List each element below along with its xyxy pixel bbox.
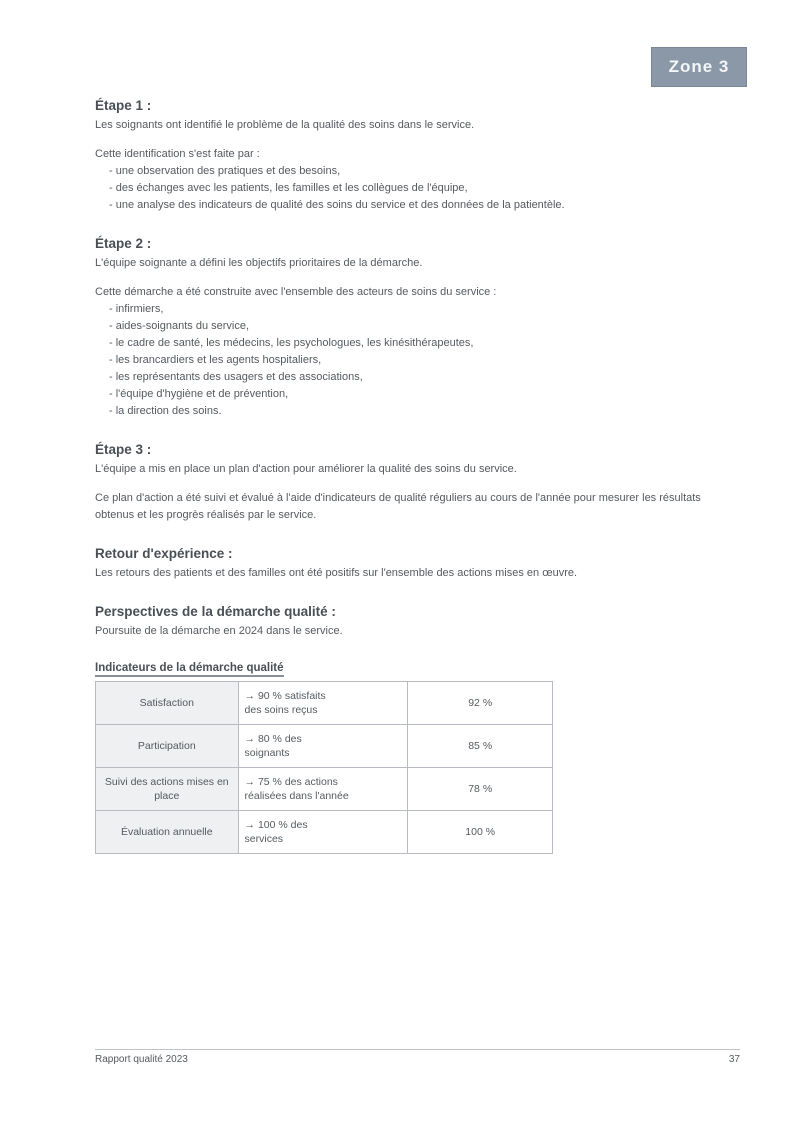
zone-badge: Zone 3 [651, 47, 747, 87]
list-item: - aides-soignants du service, [109, 318, 735, 335]
indicators-table [95, 681, 553, 854]
list-item: - les représentants des usagers et des associations, [109, 369, 735, 386]
row-label: Satisfaction [96, 682, 239, 725]
perspectives-title: Perspectives de la démarche qualité : [95, 604, 336, 619]
row-value: 78 % [408, 768, 553, 811]
table-title: Indicateurs de la démarche qualité [95, 662, 284, 677]
step-2-intro: L'équipe soignante a défini les objectifs prioritaires de la démarche. [95, 257, 423, 269]
step-2-list [95, 301, 735, 420]
table-row [96, 682, 553, 725]
list-item: - le cadre de santé, les médecins, les psychologues, les kinésithérapeutes, [109, 335, 735, 352]
list-item: - infirmiers, [109, 301, 735, 318]
list-item: - des échanges avec les patients, les familles et les collègues de l'équipe, [109, 180, 735, 197]
list-item: - l'équipe d'hygiène et de prévention, [109, 386, 735, 403]
row-detail: → 100 % des services [238, 811, 408, 854]
table-row [96, 768, 553, 811]
row-value: 85 % [408, 725, 553, 768]
step-1-title: Étape 1 : [95, 98, 152, 113]
row-value: 100 % [408, 811, 553, 854]
step-3-paragraph: Ce plan d'action a été suivi et évalué à l'aide d'indicateurs de qualité réguliers au cours de l'année pour mesurer les résultats obtenus et les progrès réalisés par le service. [95, 492, 701, 521]
feedback-title: Retour d'expérience : [95, 546, 233, 561]
table-row [96, 725, 553, 768]
row-detail: → 75 % des actions réalisées dans l'année [238, 768, 408, 811]
step-2-title: Étape 2 : [95, 236, 152, 251]
step-3-title: Étape 3 : [95, 442, 152, 457]
row-label: Évaluation annuelle [96, 811, 239, 854]
list-item: - la direction des soins. [109, 403, 735, 420]
feedback-text: Les retours des patients et des familles ont été positifs sur l'ensemble des actions mises en œuvre. [95, 567, 578, 579]
table-row [96, 811, 553, 854]
page-footer [95, 1049, 740, 1065]
list-item: - une observation des pratiques et des besoins, [109, 163, 735, 180]
page-number: 37 [728, 1054, 740, 1065]
document-content [95, 98, 735, 854]
step-1-list [95, 163, 735, 214]
step-3-intro: L'équipe a mis en place un plan d'action pour améliorer la qualité des soins du service. [95, 463, 517, 475]
row-detail: → 80 % des soignants [238, 725, 408, 768]
list-item: - une analyse des indicateurs de qualité des soins du service et des données de la patientèle. [109, 197, 735, 214]
step-2-subintro: Cette démarche a été construite avec l'ensemble des acteurs de soins du service : [95, 286, 497, 298]
row-value: 92 % [408, 682, 553, 725]
row-label: Suivi des actions mises en place [96, 768, 239, 811]
step-1-subintro: Cette identification s'est faite par : [95, 148, 260, 160]
row-label: Participation [96, 725, 239, 768]
footer-title: Rapport qualité 2023 [95, 1054, 188, 1065]
list-item: - les brancardiers et les agents hospitaliers, [109, 352, 735, 369]
row-detail: → 90 % satisfaits des soins reçus [238, 682, 408, 725]
perspectives-text: Poursuite de la démarche en 2024 dans le service. [95, 625, 343, 637]
step-1-intro: Les soignants ont identifié le problème de la qualité des soins dans le service. [95, 119, 475, 131]
